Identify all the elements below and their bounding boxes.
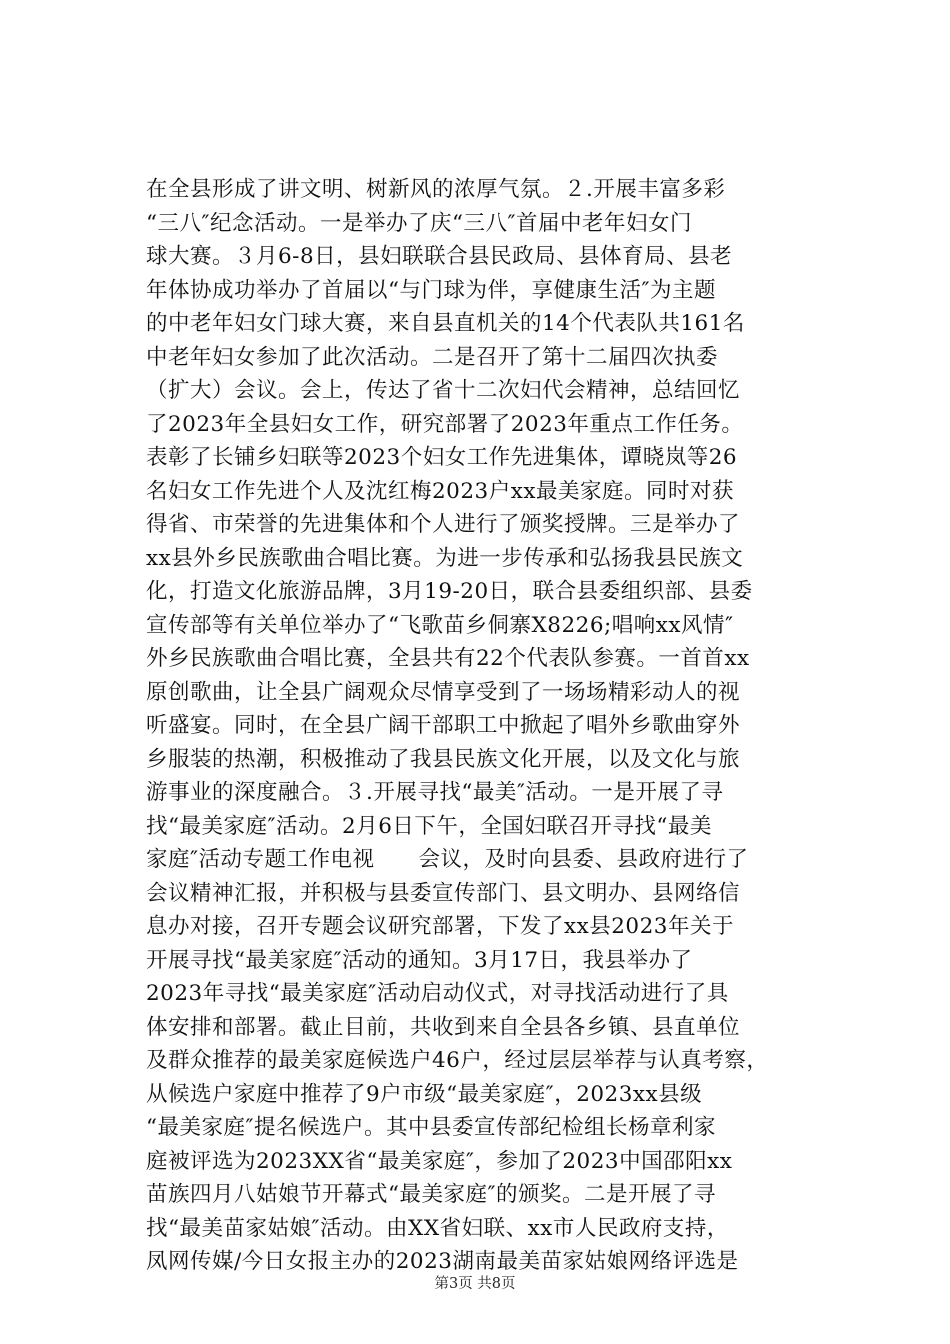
text-line: 原创歌曲，让全县广阔观众尽情享受到了一场场精彩动人的视 xyxy=(146,679,741,705)
text-line: 找“最美家庭″活动。2月6日下午，全国妇联召开寻找“最美 xyxy=(146,813,712,839)
text-line: 家庭″活动专题工作电视 会议，及时向县委、县政府进行了 xyxy=(146,847,749,872)
text-line: 中老年妇女参加了此次活动。二是召开了第十二届四次执委 xyxy=(146,344,719,370)
text-line: 球大赛。３月6-8日，县妇联联合县民政局、县体育局、县老 xyxy=(146,244,733,269)
text-line: 2023年寻找“最美家庭″活动启动仪式，对寻找活动进行了具 xyxy=(146,981,729,1006)
text-line: “三八″纪念活动。一是举办了庆“三八″首届中老年妇女门 xyxy=(146,210,693,236)
body-text xyxy=(146,173,846,1279)
text-line: 从候选户家庭中推荐了9户市级“最美家庭″，2023xx县级 xyxy=(146,1081,703,1107)
text-line: 游事业的深度融合。３.开展寻找“最美″活动。一是开展了寻 xyxy=(146,780,724,805)
text-line: 年体协成功举办了首届以“与门球为伴，享健康生活″为主题 xyxy=(146,277,717,303)
text-line: 听盛宴。同时，在全县广阔干部职工中掀起了唱外乡歌曲穿外 xyxy=(146,713,741,738)
text-line: 息办对接，召开专题会议研究部署，下发了xx县2023年关于 xyxy=(146,914,734,939)
text-line: 化，打造文化旅游品牌，3月19-20日，联合县委组织部、县委 xyxy=(146,579,753,604)
text-line: 表彰了长铺乡妇联等2023个妇女工作先进集体，谭晓岚等26 xyxy=(146,445,738,470)
text-line: 开展寻找“最美家庭″活动的通知。3月17日，我县举办了 xyxy=(146,947,693,973)
text-line: 了2023年全县妇女工作，研究部署了2023年重点工作任务。 xyxy=(146,411,744,437)
text-line: （扩大）会议。会上，传达了省十二次妇代会精神，总结回忆 xyxy=(146,378,741,403)
text-line: 乡服装的热潮，积极推动了我县民族文化开展，以及文化与旅 xyxy=(146,746,741,772)
text-line: xx县外乡民族歌曲合唱比赛。为进一步传承和弘扬我县民族文 xyxy=(146,545,744,571)
text-line: 宣传部等有关单位举办了“飞歌苗乡侗寨X8226;唱响xx风情″ xyxy=(146,612,734,638)
text-line: 庭被评选为2023XX省“最美家庭″，参加了2023中国邵阳xx xyxy=(146,1148,733,1174)
text-line: 及群众推荐的最美家庭候选户46户，经过层层举荐与认真考察， xyxy=(146,1048,769,1073)
page-number-footer: 第3页 共8页 xyxy=(434,1276,516,1292)
text-line: 得省、市荣誉的先进集体和个人进行了颁奖授牌。三是举办了 xyxy=(146,512,741,537)
text-line: 的中老年妇女门球大赛，来自县直机关的14个代表队共161名 xyxy=(146,311,745,336)
text-line: 名妇女工作先进个人及沈红梅2023户xx最美家庭。同时对获 xyxy=(146,478,734,504)
text-line: “最美家庭″提名候选户。其中县委宣传部纪检组长杨章利家 xyxy=(146,1115,717,1140)
text-line: 会议精神汇报，并积极与县委宣传部门、县文明办、县网络信 xyxy=(146,880,741,906)
text-line: 凤网传媒/今日女报主办的2023湖南最美苗家姑娘网络评选是 xyxy=(146,1249,739,1274)
text-line: 找“最美苗家姑娘″活动。由XX省妇联、xx市人民政府支持， xyxy=(146,1215,729,1241)
text-line: 在全县形成了讲文明、树新风的浓厚气氛。２.开展丰富多彩 xyxy=(146,177,726,202)
text-line: 苗族四月八姑娘节开幕式“最美家庭″的颁奖。二是开展了寻 xyxy=(146,1182,717,1207)
text-line: 体安排和部署。截止目前，共收到来自全县各乡镇、县直单位 xyxy=(146,1014,741,1040)
text-line: 外乡民族歌曲合唱比赛，全县共有22个代表队参赛。一首首xx xyxy=(146,646,750,671)
